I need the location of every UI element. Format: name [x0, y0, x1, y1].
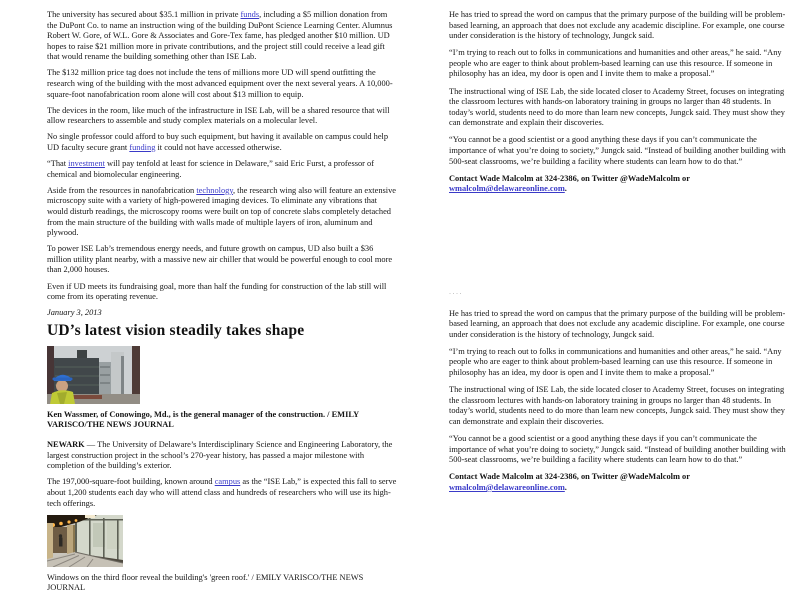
- inline-link[interactable]: funds: [240, 10, 260, 19]
- paragraph: [449, 385, 795, 427]
- paragraph: [47, 68, 397, 100]
- text-segment: .: [564, 184, 567, 194]
- paragraph: [47, 132, 397, 153]
- paragraph: [449, 347, 795, 379]
- inline-link[interactable]: wmalcolm@delawareonline.com: [449, 482, 565, 492]
- text-segment: The 197,000-square-foot building, known around: [47, 477, 215, 487]
- left-column: [47, 10, 397, 603]
- inline-link[interactable]: wmalcolm@delawareonline.com: [449, 184, 565, 194]
- paragraph: [47, 159, 397, 180]
- intro-paragraphs: [47, 10, 397, 303]
- text-segment: , the research wing also will feature an extensive microscopy suite with a variety of high-powered imaging devices. To eliminate any vibrations that would disturb readings, the microscopy rooms were built on top of concrete slabs completely detached from the main structure of the building with walls made of multiple layers of iron, aluminum and plywood.: [47, 185, 396, 238]
- paragraph: [47, 440, 397, 472]
- article-paragraphs: [47, 440, 397, 509]
- paragraph: [449, 87, 795, 129]
- corridor-photo: [47, 515, 123, 567]
- text-segment: To power ISE Lab’s tremendous energy needs, and future growth on campus, UD also built a $36 million utility plant nearby, with a massive new air chiller that would be powerful enough to cool more than 2,000 houses.: [47, 244, 393, 275]
- paragraph: [449, 174, 795, 195]
- paragraph: [449, 135, 795, 167]
- text-segment: Contact Wade Malcolm at 324-2386, on Twitter @WadeMalcolm or: [449, 173, 690, 183]
- inline-link[interactable]: funding: [129, 143, 156, 153]
- paragraph: [47, 244, 397, 276]
- text-segment: The $132 million price tag does not include the tens of millions more UD will spend outfitting the research wing of the building with the most advanced equipment over the next several years. A 10,000-square-foot nanofabrication room alone will cost about $13 million to equip.: [47, 68, 393, 99]
- text-segment: , including a $5 million donation from the DuPont Co. to name an instruction wing of the building DuPont Science Learning Center. Alumnus Robert W. Gore, of W.L. Gore & Associates and Gore-Tex fame, has pledged another $10 million. UD hopes to raise $21 million more in private contributions, and the project still could receive a lead gift that would rename the building something other than ISE Lab.: [47, 10, 393, 62]
- right-column: [449, 10, 795, 603]
- text-segment: “That: [47, 159, 69, 169]
- paragraph: [449, 472, 795, 493]
- text-segment: NEWARK: [47, 440, 85, 450]
- inline-link[interactable]: technology: [196, 185, 233, 195]
- paragraph: [47, 186, 397, 239]
- paragraph: [47, 282, 397, 303]
- paragraph: [449, 434, 795, 466]
- text-segment: The instructional wing of ISE Lab, the side located closer to Academy Street, focuses on integrating the classroom lectures with hands-on laboratory training in groups no larger than 48 students. In today’s world, students need to do more than learn new concepts, Jungck said. They must show they can demonstrate and explain their discoveries.: [449, 86, 785, 128]
- text-segment: Contact Wade Malcolm at 324-2386, on Twitter @WadeMalcolm or: [449, 472, 690, 482]
- right-text-block-repeat: [449, 309, 795, 494]
- text-segment: as the “ISE Lab,” is expected this fall to serve about 1,200 students each day who will attend class and hundreds of researchers who will use its high-tech offerings.: [47, 477, 397, 508]
- paragraph: [449, 309, 795, 341]
- text-segment: will pay tenfold at least for science in Delaware,” said Eric Furst, a professor of chemical and biomolecular engineering.: [47, 159, 375, 179]
- text-segment: .: [564, 482, 567, 492]
- text-segment: He has tried to spread the word on campus that the primary purpose of the building will be problem-based learning, an approach that does not exclude any academic discipline. For example, one course under consideration is the history of technology, Jungck said.: [449, 10, 786, 41]
- inline-link[interactable]: campus: [214, 477, 241, 487]
- inline-link[interactable]: investment: [68, 159, 105, 169]
- text-segment: Even if UD meets its fundraising goal, more than half the funding for construction of the lab still will come from its operating revenue.: [47, 281, 387, 302]
- paragraph: [47, 10, 397, 63]
- text-segment: Aside from the resources in nanofabrication: [47, 185, 197, 195]
- paragraph: [47, 477, 397, 509]
- construction-site-photo: [47, 346, 140, 404]
- right-text-block: [449, 10, 795, 195]
- photo-caption: Ken Wassmer, of Conowingo, Md., is the general manager of the construction. / EMILY VARISCO/THE NEWS JOURNAL: [47, 409, 359, 430]
- text-segment: “I’m trying to reach out to folks in communications and humanities and other areas,” he said. “Any people who are eager to think about problem-based learning can use this resource. If someone in philosophy has an idea, my door is open and I invite them to make a proposal.”: [449, 346, 782, 377]
- text-segment: He has tried to spread the word on campus that the primary purpose of the building will be problem-based learning, an approach that does not exclude any academic discipline. For example, one course under consideration is the history of technology, Jungck said.: [449, 308, 786, 339]
- text-segment: “I’m trying to reach out to folks in communications and humanities and other areas,” he said. “Any people who are eager to think about problem-based learning can use this resource. If someone in philosophy has an idea, my door is open and I invite them to make a proposal.”: [449, 48, 782, 79]
- text-segment: it could not have accessed otherwise.: [155, 143, 282, 153]
- article-headline: UD’s latest vision steadily takes shape: [47, 321, 305, 339]
- text-segment: “You cannot be a good scientist or a good anything these days if you can’t communicate the importance of what you’re doing to society,” Jungck said. “Instead of building another building with 500-seat classrooms, we’re building a facility where students can learn how to do that.”: [449, 433, 786, 465]
- paragraph: [449, 10, 795, 42]
- photo-caption: Windows on the third floor reveal the building's 'green roof.' / EMILY VARISCO/THE NEWS JOURNAL: [47, 572, 364, 593]
- text-segment: — The University of Delaware’s Interdisciplinary Science and Engineering Laboratory, the largest construction project in the school’s 270-year history, has passed a major milestone with completion of the building’s exterior.: [47, 440, 393, 471]
- paragraph: [449, 48, 795, 80]
- section-separator: ....: [449, 286, 463, 296]
- text-segment: No single professor could afford to buy such equipment, but having it available on campus could help UD faculty secure grant: [47, 132, 389, 153]
- text-segment: The devices in the room, like much of the infrastructure in ISE Lab, will be a shared resource that will allow researchers to assemble and study complex materials on a molecular level.: [47, 105, 390, 126]
- text-segment: The university has secured about $35.1 million in private: [47, 10, 241, 19]
- text-segment: The instructional wing of ISE Lab, the side located closer to Academy Street, focuses on integrating the classroom lectures with hands-on laboratory training in groups no larger than 48 students. In today’s world, students need to do more than learn new concepts, Jungck said. They must show they can demonstrate and explain their discoveries.: [449, 385, 785, 426]
- article-date: January 3, 2013: [47, 308, 102, 318]
- text-segment: “You cannot be a good scientist or a good anything these days if you can’t communicate the importance of what you’re doing to society,” Jungck said. “Instead of building another building with 500-seat classrooms, we’re building a facility where students can learn how to do that.”: [449, 135, 786, 166]
- paragraph: [47, 106, 397, 127]
